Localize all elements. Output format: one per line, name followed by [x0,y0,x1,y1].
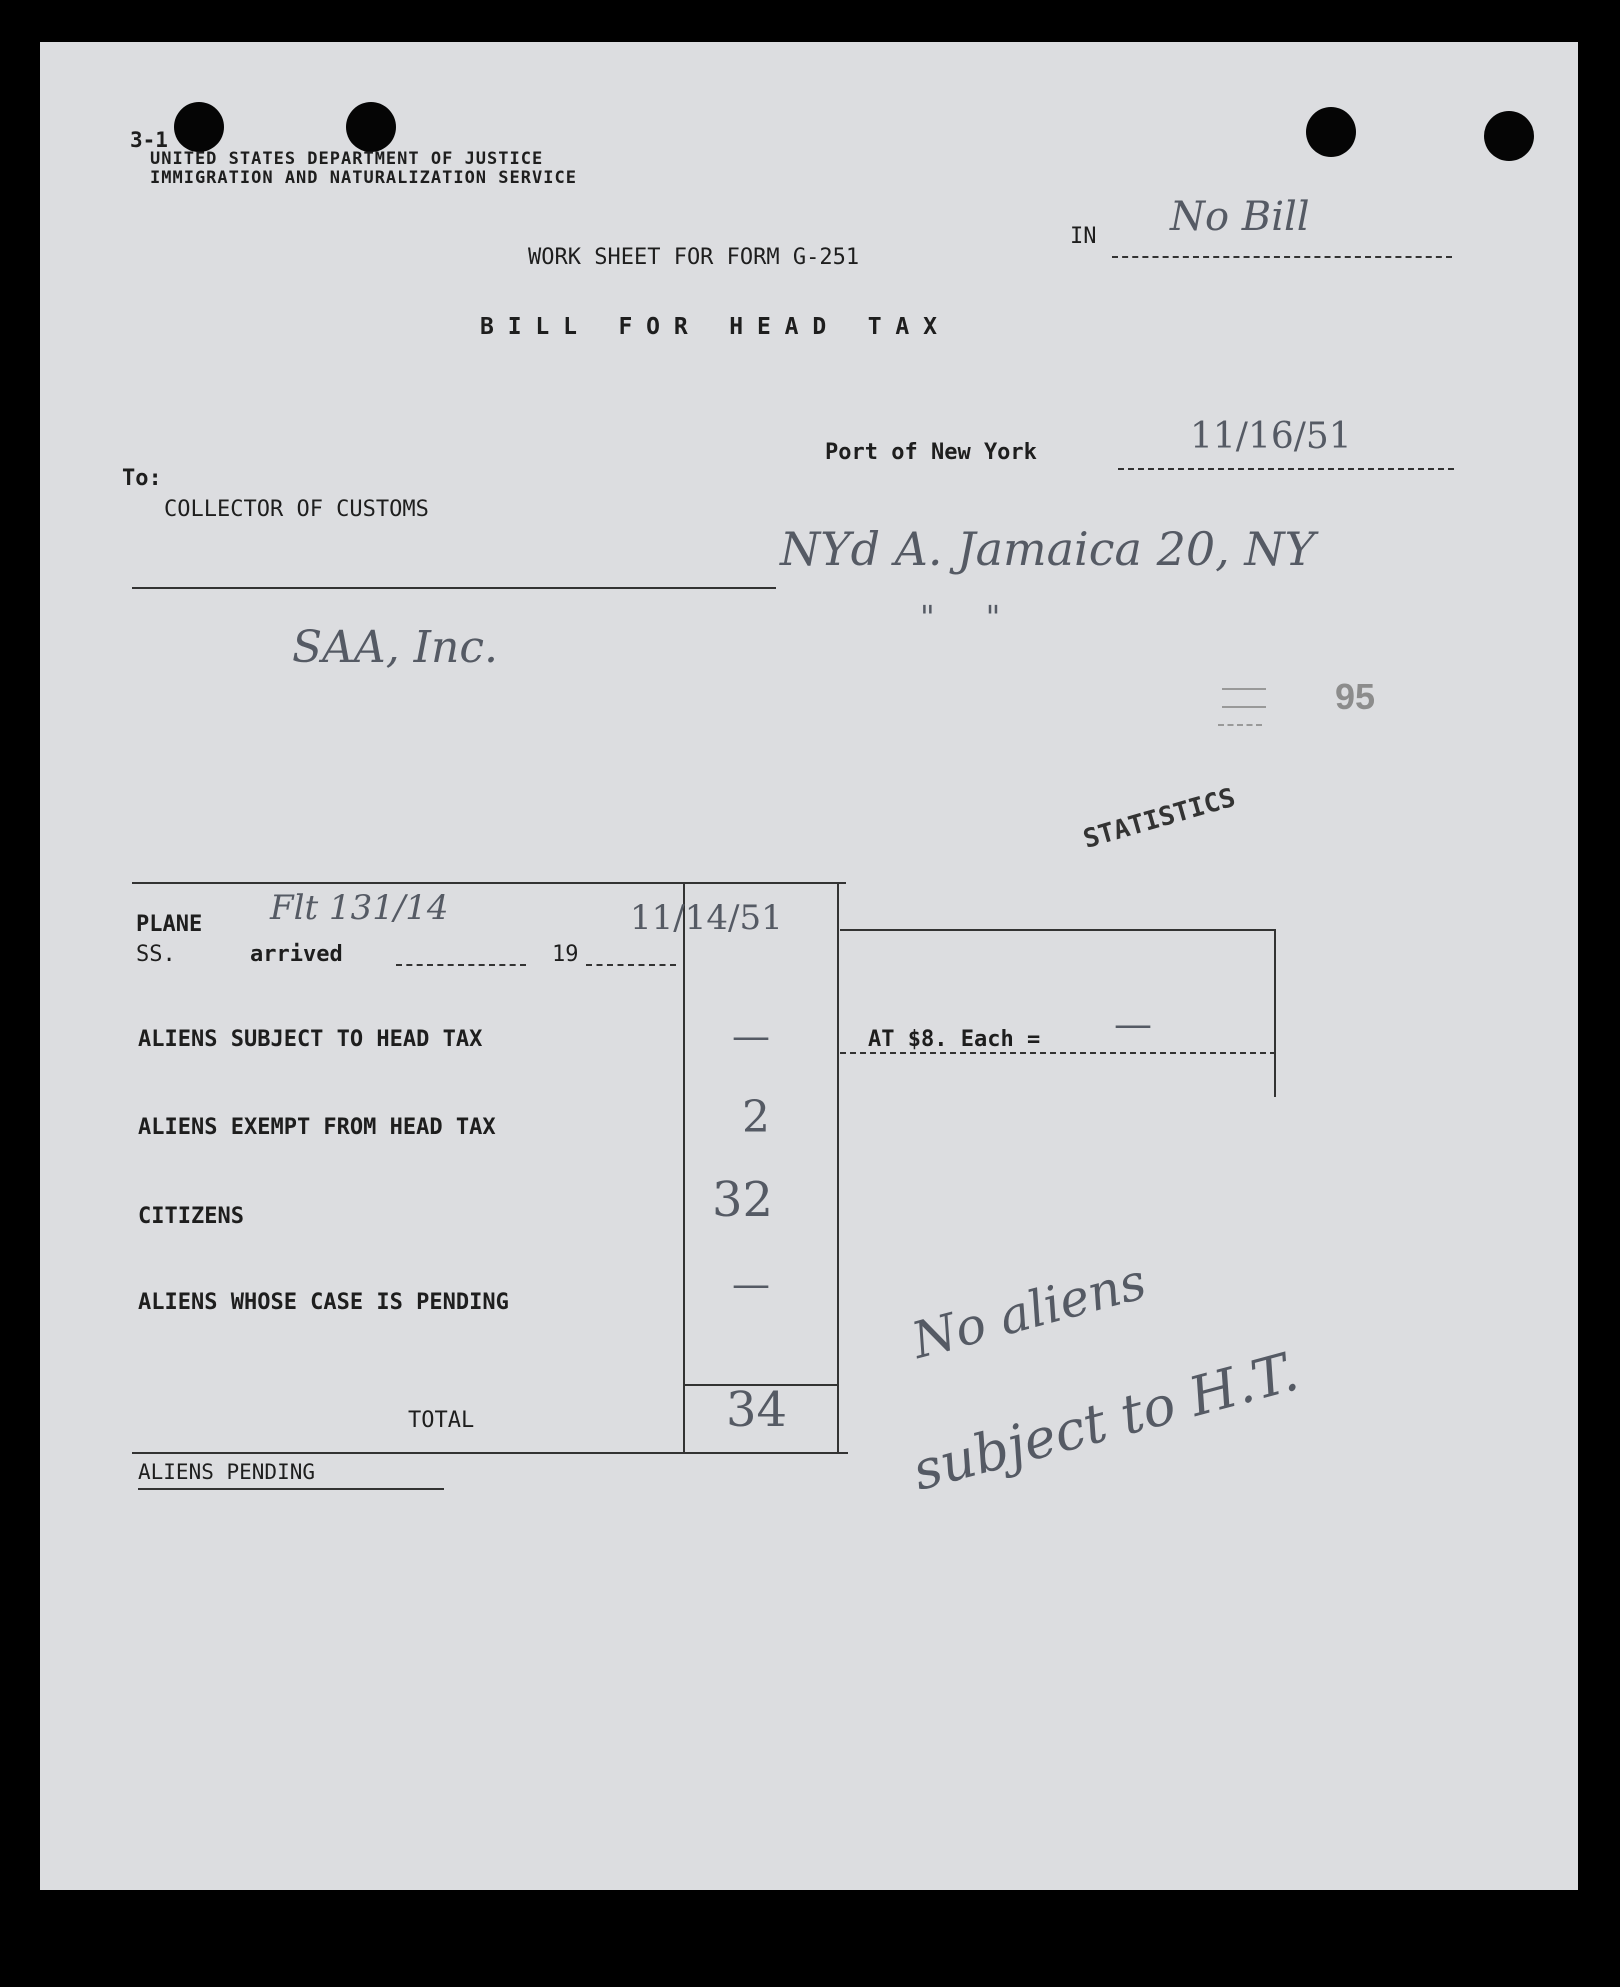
table-bottom-rule [132,1452,848,1454]
punch-hole [346,102,396,152]
row-value-subject-head-tax: — [732,1014,770,1058]
in-underline [1112,256,1452,258]
statistics-stamp: STATISTICS [1080,782,1239,855]
bill-title: B I L L F O R H E A D T A X [480,314,937,340]
arrived-label: arrived [250,942,343,967]
form-number: 3-1 [130,128,168,152]
in-label: IN [1070,224,1097,249]
note-line-2: subject to H.T. [906,1339,1305,1503]
row-label-pending: ALIENS WHOSE CASE IS PENDING [138,1290,509,1315]
in-value-handwritten: No Bill [1170,194,1310,240]
punch-hole [1306,107,1356,157]
row-label-subject-head-tax: ALIENS SUBJECT TO HEAD TAX [138,1027,483,1052]
ditto-marks: " " [920,598,1001,636]
agency-line-2: IMMIGRATION AND NATURALIZATION SERVICE [150,168,577,188]
stamp-mark [1222,706,1266,708]
date-underline [1118,468,1454,470]
arrival-date-handwritten: 11/14/51 [630,898,783,938]
row-label-citizens: CITIZENS [138,1204,244,1229]
plane-label: PLANE [136,912,203,937]
rate-value: — [1114,1002,1152,1046]
rate-box-top [840,929,1274,931]
row-value-citizens: 32 [712,1172,774,1228]
port-label: Port of New York [825,440,1037,465]
agency-line-1: UNITED STATES DEPARTMENT OF JUSTICE [150,149,544,169]
row-label-exempt-head-tax: ALIENS EXEMPT FROM HEAD TAX [138,1115,496,1140]
year-underline [586,964,676,966]
arrived-underline [396,964,526,966]
aliens-pending-label: ALIENS PENDING [138,1460,316,1484]
punch-hole [1484,111,1534,161]
total-label: TOTAL [408,1408,475,1433]
document-page [40,42,1578,1890]
collector-label: COLLECTOR OF CUSTOMS [164,497,429,522]
carrier-handwritten: SAA, Inc. [292,622,499,673]
rate-box-bottom [840,1052,1276,1054]
count-column-left-rule [683,882,685,1454]
to-label: To: [122,466,162,491]
location-handwritten: NYd A. Jamaica 20, NY [780,522,1315,576]
flight-handwritten: Flt 131/14 [270,888,449,928]
worksheet-title: WORK SHEET FOR FORM G-251 [528,245,860,270]
stamp-number: 95 [1335,676,1376,717]
aliens-pending-underline [138,1488,444,1490]
count-column-right-rule [837,882,839,1454]
date-handwritten: 11/16/51 [1190,416,1352,457]
stamp-mark [1218,724,1262,726]
ss-label: SS. [136,942,176,967]
rate-box-right [1274,929,1276,1097]
row-value-pending: — [732,1262,770,1306]
year-prefix: 19 [552,942,579,967]
punch-hole [174,102,224,152]
note-line-1: No aliens [906,1252,1152,1371]
table-top-rule [132,882,846,884]
row-value-exempt-head-tax: 2 [742,1092,770,1143]
total-value: 34 [726,1382,788,1438]
stamp-mark [1222,688,1266,690]
address-underline [132,587,776,589]
rate-label: AT $8. Each = [868,1027,1041,1052]
